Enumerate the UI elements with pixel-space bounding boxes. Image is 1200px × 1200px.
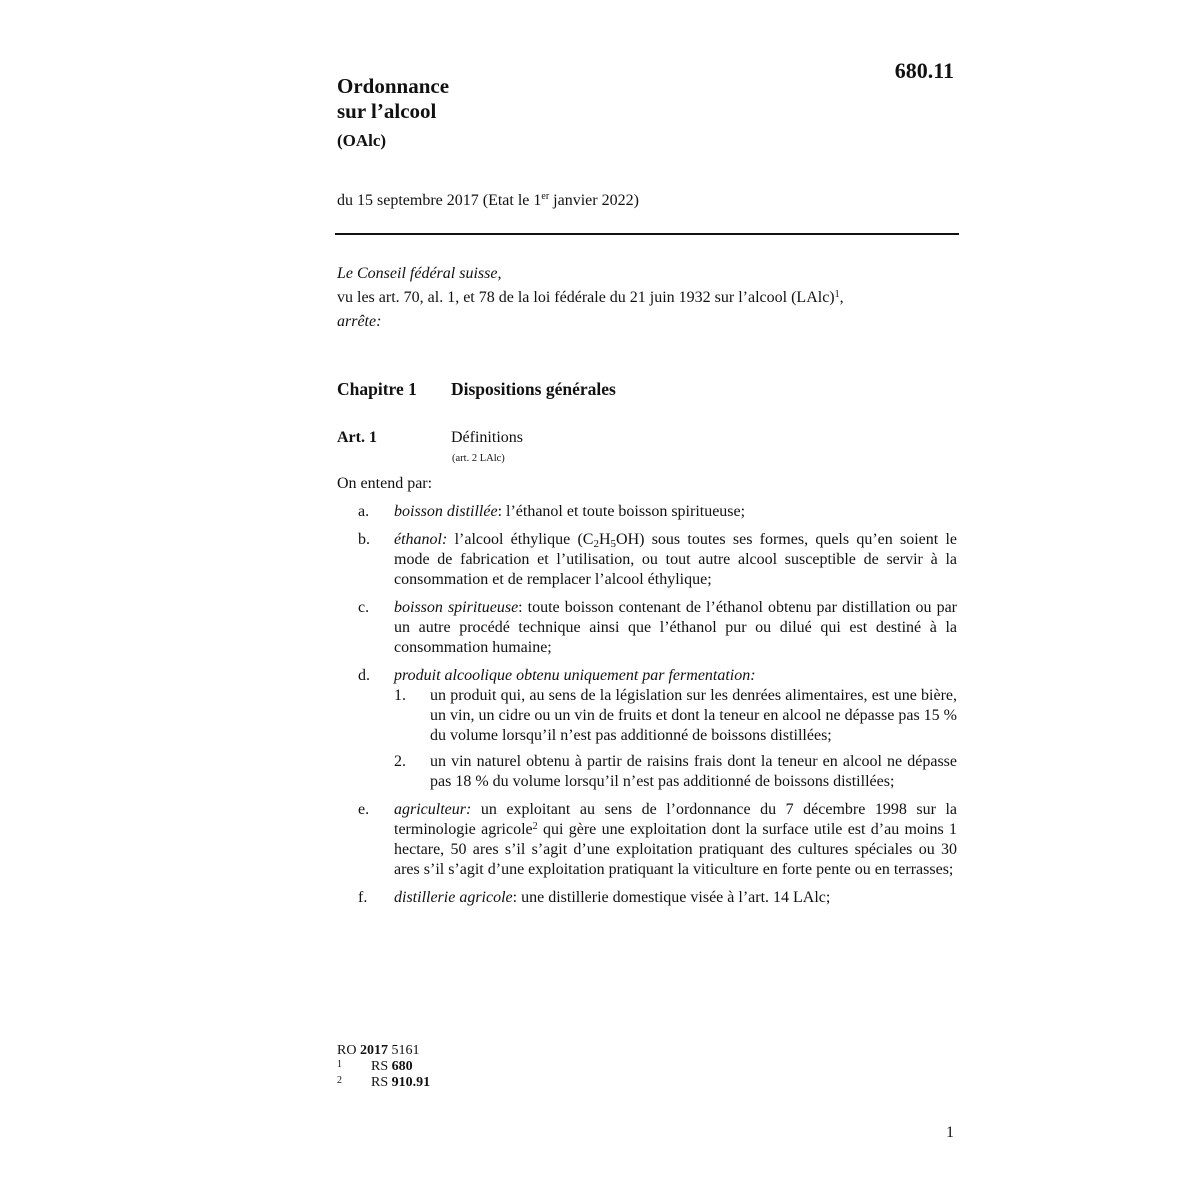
date-line	[337, 192, 639, 210]
preamble-basis-end: ,	[839, 289, 844, 306]
definition-text: : l’éthanol et toute boisson spiritueuse;	[497, 503, 746, 520]
footnote-prefix: RS	[371, 1075, 392, 1090]
definition-text-after: qui gère une exploitation dont la surface utile est d’au moins 1 hectare, 50 ares s’il s’agit d’une exploitation pratiquant des cultures spéciales ou 30 ares s’il s’agit d’une exploitation pratiquant la viticulture en forte pente ou en terrasses;	[394, 821, 957, 878]
sub-item-2	[394, 752, 957, 792]
chapter-title: Dispositions générales	[451, 379, 616, 399]
sr-number: 680.11	[894, 58, 954, 83]
preamble-decrees: arrête:	[337, 313, 382, 330]
footnotes	[337, 1043, 430, 1091]
footnote-1	[337, 1059, 430, 1075]
definition-term: éthanol:	[394, 531, 448, 548]
title-line-1: Ordonnance	[337, 74, 450, 98]
definition-term: boisson spiritueuse	[394, 599, 519, 616]
title-line-2: sur l’alcool	[337, 99, 437, 123]
document-title	[337, 74, 449, 152]
definition-term: agriculteur:	[394, 801, 472, 818]
definition-text-after: OH) sous toutes ses formes, quels qu’en soient le mode de fabrication et l’utilisation, ou tout autre alcool susceptible de servir à la consommation et de remplacer l’alcool éthylique;	[394, 531, 958, 588]
article-number: Art. 1	[337, 429, 377, 446]
definition-d	[337, 666, 957, 792]
definition-text-before: l’alcool éthylique (C	[447, 531, 594, 548]
ro-year: 2017	[359, 1043, 388, 1058]
footnote-2	[337, 1075, 430, 1091]
footnote-ref-1[interactable]: 1	[834, 289, 840, 300]
definition-letter: c.	[358, 599, 370, 616]
sub-item-number: 1.	[394, 687, 406, 704]
definition-b	[337, 530, 957, 590]
footnote-ref[interactable]: 680	[391, 1059, 413, 1074]
preamble-basis	[337, 286, 959, 310]
footnote-prefix: RS	[371, 1059, 392, 1074]
definition-c	[337, 598, 957, 658]
article-reference: (art. 2 LAlc)	[452, 453, 505, 464]
footnote-ref-2[interactable]: 2	[532, 821, 538, 832]
header-divider	[335, 233, 959, 235]
date-suffix: janvier 2022)	[549, 192, 639, 209]
subscript-5: 5	[610, 538, 617, 550]
official-collection-ref	[337, 1043, 430, 1059]
definition-a	[337, 502, 957, 522]
subscript-2: 2	[593, 538, 599, 550]
title-abbreviation: (OAlc)	[337, 131, 387, 150]
sub-list	[394, 686, 957, 792]
sub-item-text: un vin naturel obtenu à partir de raisins frais dont la teneur en alcool ne dépasse pas 18 % du volume lorsqu’il n’est pas additionné de boissons distillées;	[430, 753, 957, 790]
preamble-authority: Le Conseil fédéral suisse,	[337, 265, 502, 282]
definition-letter: b.	[358, 531, 370, 548]
definition-term: produit alcoolique obtenu uniquement par fermentation:	[394, 667, 756, 684]
definition-term: boisson distillée	[394, 503, 498, 520]
definition-term: distillerie agricole	[394, 889, 513, 906]
definition-letter: e.	[358, 801, 370, 818]
sub-item-1	[394, 686, 957, 746]
definition-letter: f.	[358, 889, 368, 906]
page-number: 1	[946, 1124, 954, 1141]
definition-letter: d.	[358, 667, 370, 684]
chapter-heading	[337, 379, 616, 400]
article-title: Définitions	[451, 429, 523, 446]
date-superscript: er	[541, 191, 550, 202]
preamble-basis-text: vu les art. 70, al. 1, et 78 de la loi fédérale du 21 juin 1932 sur l’alcool (LAlc)	[337, 289, 835, 306]
definition-e	[337, 800, 957, 880]
definition-f	[337, 888, 957, 908]
article-intro: On entend par:	[337, 475, 433, 492]
date-prefix: du 15 septembre 2017 (Etat le 1	[337, 192, 542, 209]
ro-page: 5161	[387, 1043, 420, 1058]
ro-prefix: RO	[337, 1043, 360, 1058]
footnote-number: 1	[337, 1059, 342, 1070]
definition-letter: a.	[358, 503, 370, 520]
definition-text: : une distillerie domestique visée à l’art. 14 LAlc;	[512, 889, 831, 906]
definition-text-before: un exploitant au sens de l’ordonnance du 7 décembre 1998 sur la terminologie agricole	[394, 801, 957, 838]
article-body	[337, 474, 957, 916]
footnote-ref[interactable]: 910.91	[391, 1075, 431, 1090]
sub-item-number: 2.	[394, 753, 406, 770]
footnote-number: 2	[337, 1075, 342, 1086]
preamble	[337, 262, 959, 334]
chapter-number: Chapitre 1	[337, 379, 417, 399]
sub-item-text: un produit qui, au sens de la législation sur les denrées alimentaires, est une bière, un vin, un cidre ou un vin de fruits et dont la teneur en alcool ne dépasse pas 15 % du volume lorsqu’il n’est pas additionné de boissons distillées;	[430, 687, 957, 744]
formula-h: H	[598, 531, 611, 548]
definition-text: : toute boisson contenant de l’éthanol obtenu par distillation ou par un autre procédé technique ainsi que l’éthanol pur ou dilué qui est destiné à la consommation humaine;	[394, 599, 957, 656]
